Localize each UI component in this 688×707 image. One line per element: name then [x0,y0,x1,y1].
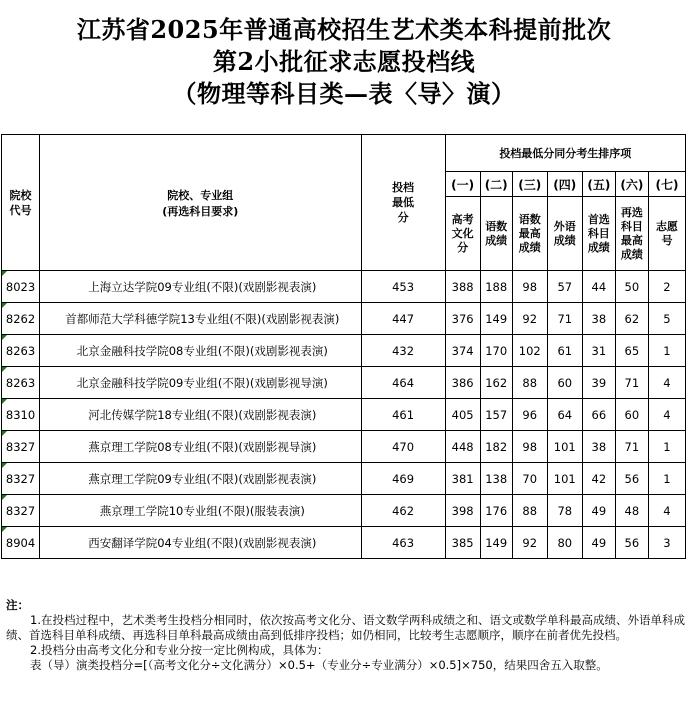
cell-school-group: 燕京理工学院10专业组(不限)(服装表演) [40,495,361,527]
header-sort-label [547,197,582,271]
admission-score-table [1,134,686,559]
cell-sort-value: 88 [512,495,547,527]
table-row [2,431,686,463]
cell-school-code-text: 8263 [5,375,36,390]
table-row [2,367,686,399]
cell-school-code-text: 8327 [5,439,36,454]
cell-sort-value: 71 [615,431,648,463]
cell-sort-value: 162 [480,367,512,399]
header-sort-label-text: 再选科目最高成绩 [620,205,643,261]
cell-sort-value: 102 [512,335,547,367]
cell-min-score: 464 [361,367,445,399]
cell-min-score: 447 [361,303,445,335]
table-row [2,303,686,335]
cell-school-group: 上海立达学院09专业组(不限)(戏剧影视表演) [40,271,361,303]
cell-school-group: 燕京理工学院08专业组(不限)(戏剧影视导演) [40,431,361,463]
cell-sort-value: 38 [582,431,615,463]
cell-sort-value: 92 [512,303,547,335]
header-sort-label [615,197,648,271]
cell-sort-value: 49 [582,495,615,527]
cell-sort-value: 39 [582,367,615,399]
cell-sort-value: 385 [445,527,480,559]
cell-sort-value: 49 [582,527,615,559]
cell-school-group: 河北传媒学院18专业组(不限)(戏剧影视表演) [40,399,361,431]
header-sort-num: (六) [615,172,648,197]
cell-school-code [2,527,40,559]
header-sort-label-text: 外语成绩 [553,219,576,247]
table-row [2,399,686,431]
header-min-score [361,135,445,271]
cell-sort-value: 4 [648,495,685,527]
cell-marker-icon [2,367,7,372]
header-sort-num: (四) [547,172,582,197]
cell-sort-value: 2 [648,271,685,303]
header-sort-label [512,197,547,271]
cell-sort-value: 1 [648,431,685,463]
cell-school-code [2,303,40,335]
cell-sort-value: 188 [480,271,512,303]
cell-sort-value: 44 [582,271,615,303]
cell-sort-value: 1 [648,463,685,495]
cell-marker-icon [2,463,7,468]
header-sort-label-text: 首选科目成绩 [587,212,610,254]
cell-sort-value: 138 [480,463,512,495]
header-sort-label-text: 语数最高成绩 [518,212,541,254]
header-sort-label [445,197,480,271]
cell-min-score: 469 [361,463,445,495]
header-school-label: 院校、专业组 [167,188,234,202]
cell-sort-value: 71 [547,303,582,335]
header-sort-num: (二) [480,172,512,197]
cell-sort-value: 57 [547,271,582,303]
cell-sort-value: 386 [445,367,480,399]
cell-sort-value: 60 [547,367,582,399]
cell-sort-value: 405 [445,399,480,431]
page-title-line1: 江苏省2025年普通高校招生艺术类本科提前批次 [76,15,612,44]
cell-sort-value: 101 [547,463,582,495]
table-row [2,463,686,495]
cell-school-code-text: 8327 [5,471,36,486]
cell-marker-icon [2,495,7,500]
note-1: 1.在投档过程中，艺术类考生投档分相同时，依次按高考文化分、语文数学两科成绩之和、语文或数学单科最高成绩、外语单科成绩、首选科目单科成绩、再选科目单科最高成绩由高到低排序投档；如仍相同，比较考生志愿顺序，顺序在前者优先投档。 [6,613,685,642]
cell-sort-value: 374 [445,335,480,367]
title-block [0,0,688,110]
header-sort-label-text: 高考文化分 [451,212,474,254]
cell-school-code-text: 8263 [5,343,36,358]
cell-sort-value: 96 [512,399,547,431]
header-sort-label-text: 志愿号 [655,219,678,247]
cell-school-code [2,271,40,303]
cell-min-score: 470 [361,431,445,463]
cell-school-code [2,335,40,367]
cell-min-score: 453 [361,271,445,303]
cell-sort-value: 88 [512,367,547,399]
cell-school-code-text: 8327 [5,503,36,518]
cell-sort-value: 78 [547,495,582,527]
cell-marker-icon [2,431,7,436]
cell-sort-value: 170 [480,335,512,367]
notes-block [6,598,686,673]
cell-school-group: 北京金融科技学院09专业组(不限)(戏剧影视导演) [40,367,361,399]
cell-sort-value: 5 [648,303,685,335]
cell-sort-value: 92 [512,527,547,559]
header-code [2,135,40,271]
header-sort-num: (一) [445,172,480,197]
cell-sort-value: 98 [512,271,547,303]
header-sort-label [480,197,512,271]
cell-sort-value: 376 [445,303,480,335]
table-row [2,495,686,527]
cell-marker-icon [2,335,7,340]
cell-sort-value: 149 [480,527,512,559]
cell-sort-value: 182 [480,431,512,463]
cell-school-group: 燕京理工学院09专业组(不限)(戏剧影视表演) [40,463,361,495]
cell-sort-value: 1 [648,335,685,367]
cell-min-score: 461 [361,399,445,431]
cell-school-code [2,495,40,527]
cell-sort-value: 64 [547,399,582,431]
cell-sort-value: 176 [480,495,512,527]
notes-label: 注： [6,598,29,612]
header-code-label: 院校代号 [9,188,32,217]
cell-school-code-text: 8262 [5,311,36,326]
cell-sort-value: 62 [615,303,648,335]
cell-min-score: 463 [361,527,445,559]
cell-marker-icon [2,527,7,532]
cell-marker-icon [2,399,7,404]
note-2: 2.投档分由高考文化分和专业分按一定比例构成，具体为： [30,643,329,657]
cell-school-code [2,463,40,495]
cell-sort-value: 56 [615,527,648,559]
cell-sort-value: 48 [615,495,648,527]
cell-min-score: 462 [361,495,445,527]
header-sort-group: 投档最低分同分考生排序项 [445,135,685,172]
cell-sort-value: 80 [547,527,582,559]
table-row [2,271,686,303]
table-row [2,335,686,367]
cell-sort-value: 388 [445,271,480,303]
cell-sort-value: 31 [582,335,615,367]
header-sort-label [648,197,685,271]
header-sort-num: (三) [512,172,547,197]
header-sort-label [582,197,615,271]
cell-school-code-text: 8904 [5,535,36,550]
cell-sort-value: 70 [512,463,547,495]
cell-school-group: 西安翻译学院04专业组(不限)(戏剧影视表演) [40,527,361,559]
cell-school-code-text: 8310 [5,407,36,422]
header-sort-num: (七) [648,172,685,197]
cell-school-code [2,399,40,431]
cell-sort-value: 381 [445,463,480,495]
cell-sort-value: 149 [480,303,512,335]
cell-school-code-text: 8023 [5,279,36,294]
cell-sort-value: 71 [615,367,648,399]
cell-school-group: 首都师范大学科德学院13专业组(不限)(戏剧影视表演) [40,303,361,335]
cell-sort-value: 101 [547,431,582,463]
cell-sort-value: 3 [648,527,685,559]
cell-min-score: 432 [361,335,445,367]
cell-sort-value: 65 [615,335,648,367]
table-row [2,527,686,559]
header-min-score-label: 投档最低分 [392,181,415,224]
cell-sort-value: 4 [648,367,685,399]
cell-sort-value: 50 [615,271,648,303]
cell-marker-icon [2,303,7,308]
note-3: 表（导）演类投档分=[（高考文化分÷文化满分）×0.5+（专业分÷专业满分）×0.5]×750，结果四舍五入取整。 [30,658,608,672]
cell-sort-value: 61 [547,335,582,367]
cell-sort-value: 66 [582,399,615,431]
cell-sort-value: 4 [648,399,685,431]
cell-sort-value: 60 [615,399,648,431]
cell-school-group: 北京金融科技学院08专业组(不限)(戏剧影视表演) [40,335,361,367]
cell-sort-value: 42 [582,463,615,495]
cell-sort-value: 398 [445,495,480,527]
cell-school-code [2,431,40,463]
cell-sort-value: 38 [582,303,615,335]
cell-sort-value: 157 [480,399,512,431]
cell-sort-value: 56 [615,463,648,495]
cell-school-code [2,367,40,399]
cell-sort-value: 98 [512,431,547,463]
header-sort-num: (五) [582,172,615,197]
header-sort-label-text: 语数成绩 [485,219,508,247]
header-school [40,135,361,271]
cell-marker-icon [2,271,7,276]
page-title-line3: （物理等科目类—表〈导〉演） [172,79,516,108]
cell-sort-value: 448 [445,431,480,463]
page-title-line2: 第2小批征求志愿投档线 [212,47,476,76]
header-school-sub: (再选科目要求) [162,204,239,218]
